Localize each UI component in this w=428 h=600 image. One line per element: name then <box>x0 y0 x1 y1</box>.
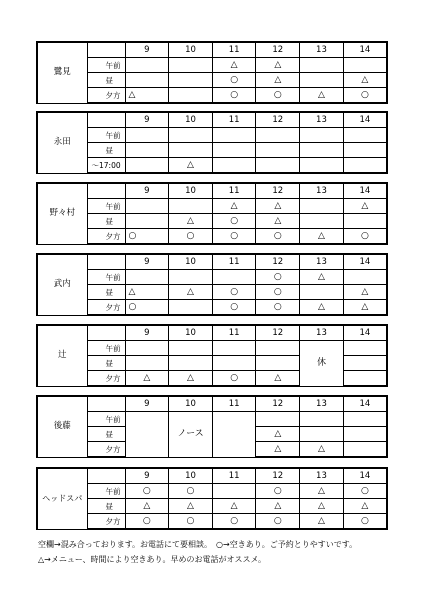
slot: △ <box>300 300 344 316</box>
row-label: 夕方 <box>87 300 125 316</box>
slot <box>343 214 387 229</box>
slot: △ <box>125 371 169 387</box>
time-header: 10 <box>169 468 213 484</box>
time-header: 10 <box>169 112 213 128</box>
time-header: 9 <box>125 325 169 341</box>
header-blank <box>87 42 125 58</box>
row-evening <box>37 88 387 104</box>
slot: ○ <box>256 285 300 300</box>
slot: △ <box>343 300 387 316</box>
slot-merged <box>125 412 169 458</box>
slot: ○ <box>343 88 387 104</box>
time-header: 12 <box>256 325 300 341</box>
slot: △ <box>125 285 169 300</box>
header-blank <box>87 468 125 484</box>
slot: △ <box>343 285 387 300</box>
time-header: 14 <box>343 396 387 412</box>
slot: △ <box>212 199 256 214</box>
row-label: 昼 <box>87 214 125 229</box>
slot: △ <box>300 514 344 530</box>
row-label: 昼 <box>87 285 125 300</box>
row-label: 午前 <box>87 484 125 499</box>
row-label: 夕方 <box>87 442 125 458</box>
header-blank <box>87 396 125 412</box>
time-header-row <box>37 468 387 484</box>
slot-merged <box>212 412 256 458</box>
slot: △ <box>169 371 213 387</box>
row-morning <box>37 341 387 356</box>
time-header: 11 <box>212 468 256 484</box>
time-header: 9 <box>125 112 169 128</box>
time-header: 11 <box>212 183 256 199</box>
time-header: 10 <box>169 42 213 58</box>
slot <box>125 73 169 88</box>
row-morning <box>37 128 387 143</box>
row-label: 昼 <box>87 73 125 88</box>
time-header: 13 <box>300 468 344 484</box>
slot: ○ <box>256 270 300 285</box>
row-label: 昼 <box>87 499 125 514</box>
slot <box>300 143 344 158</box>
schedule-block-6 <box>36 395 388 458</box>
row-label: 午前 <box>87 341 125 356</box>
slot <box>169 199 213 214</box>
row-label: 午前 <box>87 128 125 143</box>
time-header: 13 <box>300 325 344 341</box>
slot <box>300 128 344 143</box>
row-noon <box>37 73 387 88</box>
slot <box>212 158 256 174</box>
slot <box>256 158 300 174</box>
slot: △ <box>125 88 169 104</box>
slot <box>343 427 387 442</box>
slot <box>343 412 387 427</box>
time-header: 12 <box>256 254 300 270</box>
slot <box>256 412 300 427</box>
slot: ○ <box>256 88 300 104</box>
time-header: 11 <box>212 325 256 341</box>
slot <box>343 128 387 143</box>
row-label: 午前 <box>87 58 125 73</box>
time-header: 9 <box>125 183 169 199</box>
time-header: 10 <box>169 396 213 412</box>
time-header: 10 <box>169 325 213 341</box>
time-header: 13 <box>300 42 344 58</box>
time-header: 9 <box>125 468 169 484</box>
slot: △ <box>300 270 344 285</box>
time-header: 12 <box>256 112 300 128</box>
slot <box>343 58 387 73</box>
slot: △ <box>169 158 213 174</box>
slot <box>125 270 169 285</box>
time-header: 14 <box>343 468 387 484</box>
closed-mark: 休 <box>300 341 344 387</box>
slot <box>169 58 213 73</box>
slot <box>169 270 213 285</box>
row-noon <box>37 214 387 229</box>
time-header: 12 <box>256 183 300 199</box>
time-header: 11 <box>212 254 256 270</box>
slot: △ <box>256 371 300 387</box>
row-label: 午前 <box>87 199 125 214</box>
slot <box>300 158 344 174</box>
stylist-name: 鷺見 <box>37 42 87 103</box>
location-mark: ノース <box>169 412 213 458</box>
time-header: 13 <box>300 183 344 199</box>
slot <box>256 356 300 371</box>
row-label: 昼 <box>87 143 125 158</box>
schedule-block-5 <box>36 324 388 387</box>
row-noon <box>37 143 387 158</box>
slot <box>212 270 256 285</box>
slot: △ <box>256 199 300 214</box>
time-header: 12 <box>256 42 300 58</box>
slot: △ <box>256 73 300 88</box>
slot: ○ <box>212 229 256 245</box>
slot: ○ <box>125 484 169 499</box>
menu-name: ヘッドスパ <box>37 468 87 529</box>
time-header: 13 <box>300 112 344 128</box>
slot <box>212 484 256 499</box>
slot: △ <box>256 442 300 458</box>
time-header: 14 <box>343 254 387 270</box>
time-header: 10 <box>169 183 213 199</box>
slot: ○ <box>212 371 256 387</box>
slot: ○ <box>212 285 256 300</box>
time-header-row <box>37 112 387 128</box>
time-header: 14 <box>343 325 387 341</box>
slot: ○ <box>212 73 256 88</box>
row-label: ～17:00 <box>87 158 125 174</box>
slot <box>212 143 256 158</box>
schedule-block-7 <box>36 467 388 530</box>
time-header-row <box>37 183 387 199</box>
header-blank <box>87 112 125 128</box>
legend-note-1: 空欄→混み合っております。お電話にて要相談。 ○→空きあり。ご予約とりやすいです。 <box>38 540 358 549</box>
time-header: 9 <box>125 42 169 58</box>
schedule-block-3 <box>36 182 388 245</box>
stylist-name: 野々村 <box>37 183 87 244</box>
slot <box>300 412 344 427</box>
schedule-block-2 <box>36 111 388 174</box>
slot <box>125 199 169 214</box>
slot: △ <box>256 427 300 442</box>
time-header: 11 <box>212 112 256 128</box>
slot: ○ <box>343 229 387 245</box>
slot: ○ <box>212 300 256 316</box>
slot: ○ <box>343 514 387 530</box>
slot: ○ <box>125 300 169 316</box>
slot <box>125 214 169 229</box>
slot: ○ <box>256 484 300 499</box>
row-evening <box>37 300 387 316</box>
slot: △ <box>212 58 256 73</box>
slot <box>343 270 387 285</box>
slot: ○ <box>212 514 256 530</box>
time-header: 14 <box>343 112 387 128</box>
row-label: 昼 <box>87 427 125 442</box>
slot <box>212 341 256 356</box>
slot <box>300 214 344 229</box>
time-header: 12 <box>256 396 300 412</box>
slot <box>343 143 387 158</box>
slot <box>343 442 387 458</box>
row-label: 夕方 <box>87 88 125 104</box>
time-header: 10 <box>169 254 213 270</box>
row-label: 夕方 <box>87 514 125 530</box>
slot: ○ <box>125 514 169 530</box>
row-label: 夕方 <box>87 371 125 387</box>
time-header: 13 <box>300 254 344 270</box>
slot: ○ <box>212 88 256 104</box>
time-header: 9 <box>125 254 169 270</box>
time-header: 14 <box>343 183 387 199</box>
slot: △ <box>300 499 344 514</box>
row-label: 夕方 <box>87 229 125 245</box>
time-header-row <box>37 396 387 412</box>
slot: △ <box>256 58 300 73</box>
row-evening <box>37 229 387 245</box>
row-morning <box>37 58 387 73</box>
header-blank <box>87 183 125 199</box>
slot <box>343 356 387 371</box>
row-noon <box>37 499 387 514</box>
slot: ○ <box>256 514 300 530</box>
slot <box>169 300 213 316</box>
slot <box>169 88 213 104</box>
slot <box>343 341 387 356</box>
legend-note-2: △→メニュー、時間により空きあり。早めのお電話がオススメ。 <box>38 555 266 564</box>
slot: △ <box>343 199 387 214</box>
slot <box>343 158 387 174</box>
time-header: 9 <box>125 396 169 412</box>
slot: ○ <box>125 229 169 245</box>
slot <box>300 58 344 73</box>
slot <box>169 128 213 143</box>
slot <box>169 341 213 356</box>
slot <box>300 285 344 300</box>
row-until-1700 <box>37 158 387 174</box>
stylist-name: 武内 <box>37 254 87 315</box>
slot <box>125 158 169 174</box>
slot <box>343 371 387 387</box>
time-header-row <box>37 325 387 341</box>
schedule-block-4 <box>36 253 388 316</box>
slot: △ <box>169 499 213 514</box>
time-header: 11 <box>212 396 256 412</box>
slot: △ <box>300 442 344 458</box>
slot: ○ <box>256 300 300 316</box>
slot <box>256 143 300 158</box>
slot: △ <box>212 499 256 514</box>
slot: ○ <box>212 214 256 229</box>
time-header-row <box>37 254 387 270</box>
slot: △ <box>300 88 344 104</box>
slot: ○ <box>343 484 387 499</box>
slot <box>256 341 300 356</box>
row-noon <box>37 285 387 300</box>
slot: △ <box>343 73 387 88</box>
slot <box>300 199 344 214</box>
slot <box>169 356 213 371</box>
header-blank <box>87 325 125 341</box>
slot: △ <box>169 214 213 229</box>
slot: △ <box>169 285 213 300</box>
time-header: 13 <box>300 396 344 412</box>
slot: ○ <box>256 229 300 245</box>
slot <box>300 73 344 88</box>
stylist-name: 辻 <box>37 325 87 386</box>
time-header: 11 <box>212 42 256 58</box>
slot <box>169 73 213 88</box>
row-label: 午前 <box>87 412 125 427</box>
slot <box>125 356 169 371</box>
slot <box>212 128 256 143</box>
slot: ○ <box>169 484 213 499</box>
row-morning <box>37 484 387 499</box>
slot: ○ <box>169 514 213 530</box>
slot: △ <box>300 229 344 245</box>
stylist-name: 永田 <box>37 112 87 173</box>
row-label: 午前 <box>87 270 125 285</box>
time-header: 14 <box>343 42 387 58</box>
slot: △ <box>256 214 300 229</box>
slot <box>300 427 344 442</box>
slot <box>125 128 169 143</box>
row-morning <box>37 199 387 214</box>
slot <box>125 58 169 73</box>
slot: △ <box>125 499 169 514</box>
header-blank <box>87 254 125 270</box>
slot: △ <box>343 499 387 514</box>
row-morning <box>37 412 387 427</box>
slot: △ <box>300 484 344 499</box>
slot: ○ <box>169 229 213 245</box>
slot <box>212 356 256 371</box>
row-evening <box>37 514 387 530</box>
stylist-name: 後藤 <box>37 396 87 457</box>
slot <box>256 128 300 143</box>
time-header: 12 <box>256 468 300 484</box>
row-morning <box>37 270 387 285</box>
slot <box>169 143 213 158</box>
row-label: 昼 <box>87 356 125 371</box>
slot <box>125 341 169 356</box>
slot: △ <box>256 499 300 514</box>
slot <box>125 143 169 158</box>
time-header-row <box>37 42 387 58</box>
schedule-block-1 <box>36 41 388 104</box>
